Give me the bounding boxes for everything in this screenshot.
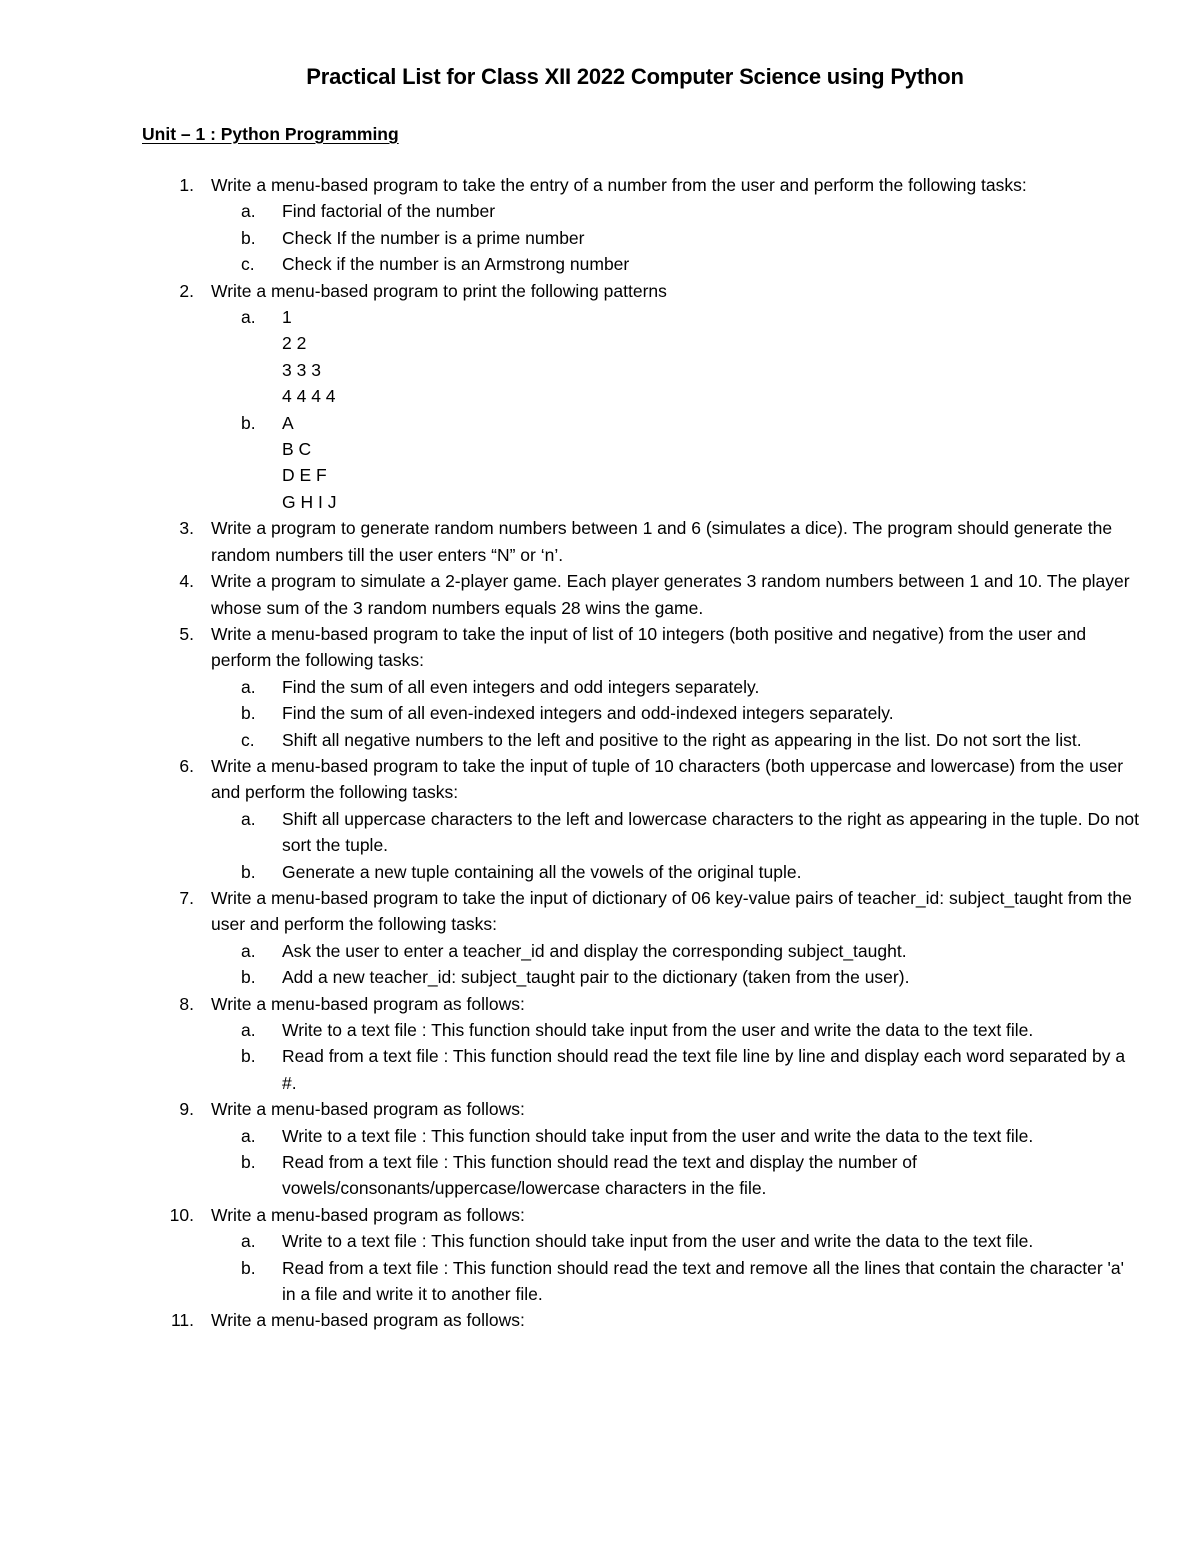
sub-item-text: Check If the number is a prime number bbox=[282, 227, 585, 248]
sub-item-text: Shift all negative numbers to the left and positive to the right as appearing in the list. Do not sort the list. bbox=[282, 729, 1082, 750]
unit-heading: Unit – 1 : Python Programming bbox=[142, 124, 399, 144]
sub-item bbox=[211, 1149, 1140, 1202]
list-item-number: 3. bbox=[179, 518, 194, 539]
list-item-number: 5. bbox=[179, 623, 194, 644]
sub-item-text: Add a new teacher_id: subject_taught pair to the dictionary (taken from the user). bbox=[282, 967, 910, 988]
sub-item bbox=[211, 1123, 1140, 1149]
list-item-text: Write a menu-based program to take the input of list of 10 integers (both positive and negative) from the user and perform the following tasks: bbox=[211, 623, 1087, 671]
sub-item-letter: a. bbox=[241, 307, 256, 328]
list-item bbox=[0, 991, 1200, 1097]
sub-item bbox=[211, 964, 1140, 990]
list-item bbox=[0, 885, 1200, 991]
sub-item bbox=[211, 727, 1140, 753]
sub-item-letter: a. bbox=[241, 1020, 256, 1040]
sub-item bbox=[211, 304, 1140, 410]
sub-item bbox=[211, 225, 1140, 251]
sub-item-text: Write to a text file : This function should take input from the user and write the data to the text file. bbox=[282, 1020, 1034, 1040]
sub-item-letter: c. bbox=[241, 729, 255, 750]
list-item-text: Write a menu-based program as follows: bbox=[211, 1204, 525, 1225]
list-item-text: Write a menu-based program to take the entry of a number from the user and perform the following tasks: bbox=[211, 175, 1027, 195]
pattern-line: G H I J bbox=[282, 491, 337, 512]
sub-item bbox=[211, 700, 1140, 726]
list-item-number: 6. bbox=[179, 755, 194, 776]
list-item-text: Write a menu-based program as follows: bbox=[211, 1310, 525, 1331]
document-title: Practical List for Class XII 2022 Computer Science using Python bbox=[306, 64, 964, 89]
sub-item bbox=[211, 674, 1140, 700]
sub-item-letter: b. bbox=[241, 1046, 256, 1067]
pattern-line: B C bbox=[282, 439, 312, 460]
sub-item-letter: b. bbox=[241, 967, 256, 988]
pattern-line: 3 3 3 bbox=[282, 359, 321, 380]
sub-item bbox=[211, 198, 1140, 224]
sub-item-letter: a. bbox=[241, 1125, 256, 1146]
list-item bbox=[0, 1307, 1200, 1333]
pattern-line: 2 2 bbox=[282, 333, 307, 354]
list-item bbox=[0, 753, 1200, 885]
list-item-number: 8. bbox=[179, 993, 194, 1014]
list-item bbox=[0, 172, 1200, 278]
sub-item-text: Write to a text file : This function should take input from the user and write the data to the text file. bbox=[282, 1125, 1034, 1146]
sub-item bbox=[211, 1255, 1140, 1308]
list-item-number: 2. bbox=[179, 280, 194, 301]
sub-item bbox=[211, 938, 1140, 964]
list-item bbox=[0, 621, 1200, 753]
sub-item bbox=[211, 1017, 1140, 1043]
sub-item-text: Read from a text file : This function should read the text and display the number of vowels/consonants/uppercase/lowercase characters in the file. bbox=[282, 1152, 917, 1199]
list-item-text: Write a menu-based program to take the input of tuple of 10 characters (both uppercase and lowercase) from the user and perform the following tasks: bbox=[211, 755, 1124, 803]
sub-item bbox=[211, 1043, 1140, 1096]
list-item-number: 7. bbox=[179, 887, 194, 908]
list-item-text: Write a program to generate random numbers between 1 and 6 (simulates a dice). The program should generate the random numbers till the user enters “N” or ‘n’. bbox=[211, 518, 1113, 565]
sub-item-text: Read from a text file : This function should read the text and remove all the lines that contain the character 'a' in a file and write it to another file. bbox=[282, 1257, 1124, 1305]
list-item-number: 11. bbox=[170, 1310, 194, 1331]
list-item bbox=[0, 1202, 1200, 1308]
sub-item-text: Shift all uppercase characters to the left and lowercase characters to the right as appearing in the tuple. Do not sort the tuple. bbox=[282, 808, 1140, 856]
sub-item-letter: b. bbox=[241, 861, 256, 882]
list-item-number: 9. bbox=[179, 1099, 194, 1120]
sub-item-letter: b. bbox=[241, 412, 256, 433]
pattern-line: 4 4 4 4 bbox=[282, 386, 336, 407]
sub-item-text: Find factorial of the number bbox=[282, 201, 496, 222]
list-item bbox=[0, 568, 1200, 621]
sub-item-letter: c. bbox=[241, 254, 255, 275]
list-item-number: 4. bbox=[179, 571, 194, 592]
list-item bbox=[0, 515, 1200, 568]
pattern-line: 1 bbox=[282, 307, 292, 328]
pattern-line: A bbox=[282, 412, 294, 433]
sub-item bbox=[211, 251, 1140, 277]
sub-item-letter: b. bbox=[241, 1257, 256, 1278]
list-item-text: Write a menu-based program as follows: bbox=[211, 993, 525, 1014]
list-item bbox=[0, 278, 1200, 516]
list-item-text: Write a menu-based program as follows: bbox=[211, 1099, 525, 1120]
sub-item-text: Find the sum of all even-indexed integers and odd-indexed integers separately. bbox=[282, 703, 894, 724]
sub-item-letter: a. bbox=[241, 1231, 256, 1252]
sub-item-letter: b. bbox=[241, 703, 256, 724]
sub-item-text: Read from a text file : This function should read the text file line by line and display each word separated by a #. bbox=[282, 1046, 1126, 1093]
sub-item-letter: b. bbox=[241, 1152, 256, 1173]
sub-item bbox=[211, 806, 1140, 859]
sub-item-letter: a. bbox=[241, 676, 256, 697]
list-item-number: 1. bbox=[179, 175, 194, 195]
sub-item-text: Ask the user to enter a teacher_id and display the corresponding subject_taught. bbox=[282, 940, 907, 961]
sub-item bbox=[211, 410, 1140, 516]
pattern-line: D E F bbox=[282, 465, 327, 486]
sub-item-letter: a. bbox=[241, 201, 256, 222]
sub-item-text: Generate a new tuple containing all the vowels of the original tuple. bbox=[282, 861, 802, 882]
sub-item bbox=[211, 1228, 1140, 1254]
list-item-text: Write a program to simulate a 2-player game. Each player generates 3 random numbers between 1 and 10. The player whose sum of the 3 random numbers equals 28 wins the game. bbox=[211, 571, 1130, 618]
sub-item-text: Check if the number is an Armstrong number bbox=[282, 254, 630, 275]
sub-item-letter: a. bbox=[241, 940, 256, 961]
practical-list bbox=[0, 172, 1200, 1334]
list-item bbox=[0, 1096, 1200, 1202]
list-item-text: Write a menu-based program to take the input of dictionary of 06 key-value pairs of teacher_id: subject_taught from the user and perform the following tasks: bbox=[211, 887, 1132, 935]
list-item-number: 10. bbox=[169, 1204, 194, 1225]
sub-item-letter: a. bbox=[241, 808, 256, 829]
sub-item bbox=[211, 859, 1140, 885]
sub-item-text: Find the sum of all even integers and odd integers separately. bbox=[282, 676, 760, 697]
sub-item-letter: b. bbox=[241, 227, 256, 248]
list-item-text: Write a menu-based program to print the following patterns bbox=[211, 280, 667, 301]
sub-item-text: Write to a text file : This function should take input from the user and write the data to the text file. bbox=[282, 1231, 1034, 1252]
